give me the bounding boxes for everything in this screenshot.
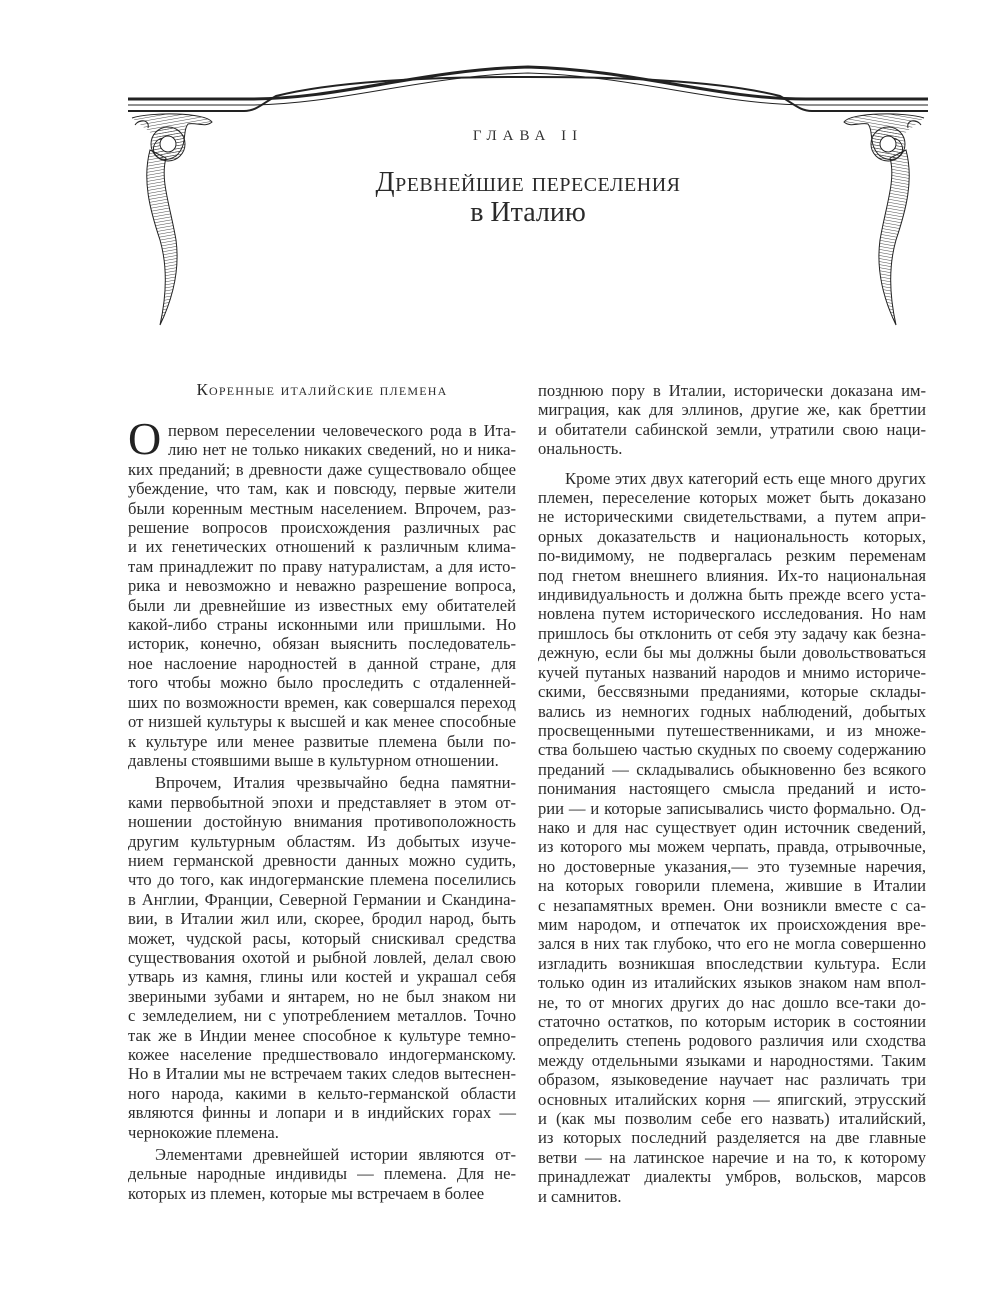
text-line: Но в Италии мы не встречаем таких следов вытеснен- bbox=[128, 1064, 516, 1084]
text-line: дежную, если бы мы должны были довольствоваться bbox=[538, 643, 926, 663]
text-line: которых из племен, которые мы встречаем в более bbox=[128, 1183, 485, 1203]
paragraph bbox=[538, 381, 926, 459]
text-line: там принадлежит по праву натуралистам, а для исто- bbox=[128, 556, 516, 576]
text-line: нием германской древности данных можно судить, bbox=[128, 850, 516, 870]
text-line: с земледелием, ни с употреблением металлов. Точно bbox=[128, 1006, 516, 1026]
text-line: нако и для нас существует один источник сведений, bbox=[538, 817, 926, 837]
text-line: вии, в Италии жил или, скорее, бродил народ, быть bbox=[128, 909, 516, 929]
text-line: звериными зубами и янтарем, но не был знаком ни bbox=[128, 986, 516, 1006]
text-line: но достоверные указания,— это туземные наречия, bbox=[538, 856, 926, 876]
text-line: ональность. bbox=[538, 439, 623, 459]
chapter-title bbox=[0, 168, 1000, 228]
text-line: миграция, как для эллинов, другие же, как бреттии bbox=[538, 400, 926, 420]
text-line: убеждение, что там, как и повсюду, первые жители bbox=[128, 479, 516, 499]
text-line: зался в них так глубоко, что его не могла совершенно bbox=[538, 934, 926, 954]
text-line: под гнетом внешнего влияния. Их-то национальная bbox=[538, 565, 926, 585]
text-line: существования охотой и рыбной ловлей, делал свою bbox=[128, 947, 516, 967]
paragraph bbox=[128, 413, 516, 770]
text-line: от низшей культуры к высшей и как менее способные bbox=[128, 712, 516, 732]
text-line: индивидуальность и должна быть прежде всего уста- bbox=[538, 585, 926, 605]
text-line: давлены стоявшими выше в культурном отношении. bbox=[128, 750, 499, 770]
text-line: первом переселении человеческого рода в Ита- bbox=[168, 421, 516, 440]
text-line: по-видимому, не подвергалась резким переменам bbox=[538, 546, 926, 566]
text-line: статочно остатков, по которым историк в состоянии bbox=[538, 1012, 926, 1031]
text-line: в Англии, Франции, Северной Германии и Скандина- bbox=[128, 889, 516, 909]
text-line: ками первобытной эпохи и представляет в этом от- bbox=[128, 792, 516, 812]
text-line: кучей путаных названий народов и мнимо историче- bbox=[538, 662, 926, 682]
text-line: определить степень родового различия или сходства bbox=[538, 1031, 926, 1051]
text-line: другим культурным областям. Из добытых изуче- bbox=[128, 831, 516, 851]
text-line: вались из немногих годных наблюдений, добытых bbox=[538, 701, 926, 721]
text-line: утварь из камня, глины или костей и украшал себя bbox=[128, 967, 516, 987]
text-line: ших по возможности времен, как совершался переход bbox=[128, 692, 516, 712]
chapter-title-line-1: Древнейшие переселения bbox=[375, 167, 681, 198]
text-line: из которых последний разделяется на две главные bbox=[538, 1128, 926, 1148]
text-line: решение вопросов происхождения различных рас bbox=[128, 518, 516, 538]
text-line: Впрочем, Италия чрезвычайно бедна памятни- bbox=[155, 773, 516, 793]
text-line: может, чудской расы, который снискивал средства bbox=[128, 928, 516, 948]
text-line: ветви — на латинское наречие и на то, к которому bbox=[538, 1147, 926, 1167]
text-line: и их генетических отношений к различным клима- bbox=[128, 537, 516, 557]
text-line: основных италийских корня — япигский, этрусский bbox=[538, 1089, 926, 1109]
chapter-title-line-2: в Италию bbox=[470, 197, 586, 228]
text-line: скими, бессвязными преданиями, которые склады- bbox=[538, 682, 926, 702]
text-line: чернокожие племена. bbox=[128, 1122, 279, 1142]
text-line: не, то от многих других до нас дошло все-таки до- bbox=[538, 992, 926, 1012]
text-line: из которого мы можем черпать, правда, отрывочные, bbox=[538, 837, 926, 857]
text-line: между отдельными языками и народностями. Таким bbox=[538, 1050, 926, 1070]
text-line: ких преданий; в древности даже существовало общее bbox=[128, 459, 516, 479]
right-text-column bbox=[538, 381, 926, 1206]
text-line: были коренным местным населением. Впрочем, раз- bbox=[128, 498, 516, 518]
text-line: преданий — складывались обыкновенно без всякого bbox=[538, 759, 926, 779]
text-line: историк, конечно, обязан выяснить последователь- bbox=[128, 634, 516, 654]
text-line: пришлось бы отклонить от себя эту задачу как безна- bbox=[538, 623, 926, 643]
text-line: рии — и которые записывались чисто формально. Од- bbox=[538, 798, 926, 818]
text-line: только один из италийских языков знаком нам впол- bbox=[538, 973, 926, 993]
drop-cap: О bbox=[128, 413, 162, 464]
text-line: лию нет не только никаких сведений, но и ника- bbox=[168, 440, 516, 460]
text-line: просвещенными путешественниками, и из множе- bbox=[538, 720, 926, 740]
text-line: какой-либо страны исконными или пришлыми. Но bbox=[128, 615, 516, 635]
paragraph bbox=[128, 773, 516, 1142]
text-line: Элементами древнейшей истории являются от- bbox=[155, 1145, 516, 1165]
text-line: позднюю пору в Италии, исторически доказана им- bbox=[538, 381, 926, 400]
left-text-column bbox=[128, 380, 516, 1203]
text-line: новлена путем исторического исследования. Но нам bbox=[538, 604, 926, 624]
text-line: ное наслоение народностей в данной стране, для bbox=[128, 653, 516, 673]
text-line: что до того, как индогерманские племена поселились bbox=[128, 870, 516, 890]
text-line: понимания настоящего смысла преданий и исто- bbox=[538, 779, 926, 799]
text-line: с незапамятных времен. Они возникли вместе с са- bbox=[538, 895, 926, 915]
text-line: и обитатели сабинской земли, утратили свою наци- bbox=[538, 419, 926, 439]
text-line: того чтобы можно было проследить с отдаленней- bbox=[128, 673, 516, 693]
text-line: племен, переселение которых может быть доказано bbox=[538, 488, 926, 508]
text-line: и (как мы позволим себе его назвать) италийский, bbox=[538, 1109, 926, 1129]
text-line: мим народом, и отпечаток их происхождения вре- bbox=[538, 914, 926, 934]
text-line: изгладить возникшая впоследствии культура. Если bbox=[538, 953, 926, 973]
text-line: образом, языковедение научает нас различать три bbox=[538, 1070, 926, 1090]
chapter-number: ГЛАВА II bbox=[472, 128, 584, 144]
text-line: орных доказательств и национальность которых, bbox=[538, 526, 926, 546]
text-line: кожее население предшествовало индогерманскому. bbox=[128, 1045, 516, 1064]
text-line: были ли древнейшие из известных ему обитателей bbox=[128, 595, 516, 615]
text-line: ношении достойную внимания противоположность bbox=[128, 812, 516, 832]
text-line: ного народа, какими в кельто-германской области bbox=[128, 1083, 516, 1103]
text-line: рика и невозможно и неважно разрешение вопроса, bbox=[128, 576, 516, 596]
text-line: Кроме этих двух категорий есть еще много других bbox=[565, 468, 926, 488]
paragraph bbox=[128, 1145, 516, 1203]
text-line: ства большею частью скудных по своему содержанию bbox=[538, 740, 926, 760]
text-line: так же в Индии менее способное к культуре темно- bbox=[128, 1025, 516, 1045]
text-line: принадлежат диалекты умбров, вольсков, марсов bbox=[538, 1167, 926, 1187]
section-subheading: Коренные италийские племена bbox=[196, 380, 448, 399]
text-line: дельные народные индивиды — племена. Для не- bbox=[128, 1164, 516, 1184]
text-line: являются финны и лопари и в индийских горах — bbox=[128, 1103, 516, 1123]
paragraph bbox=[538, 469, 926, 1206]
text-line: и самнитов. bbox=[538, 1186, 622, 1206]
text-line: к культуре или менее развитые племена были по- bbox=[128, 731, 516, 751]
text-line: на которых говорили племена, жившие в Италии bbox=[538, 876, 926, 896]
text-line: не историческими свидетельствами, а путем апри- bbox=[538, 507, 926, 527]
